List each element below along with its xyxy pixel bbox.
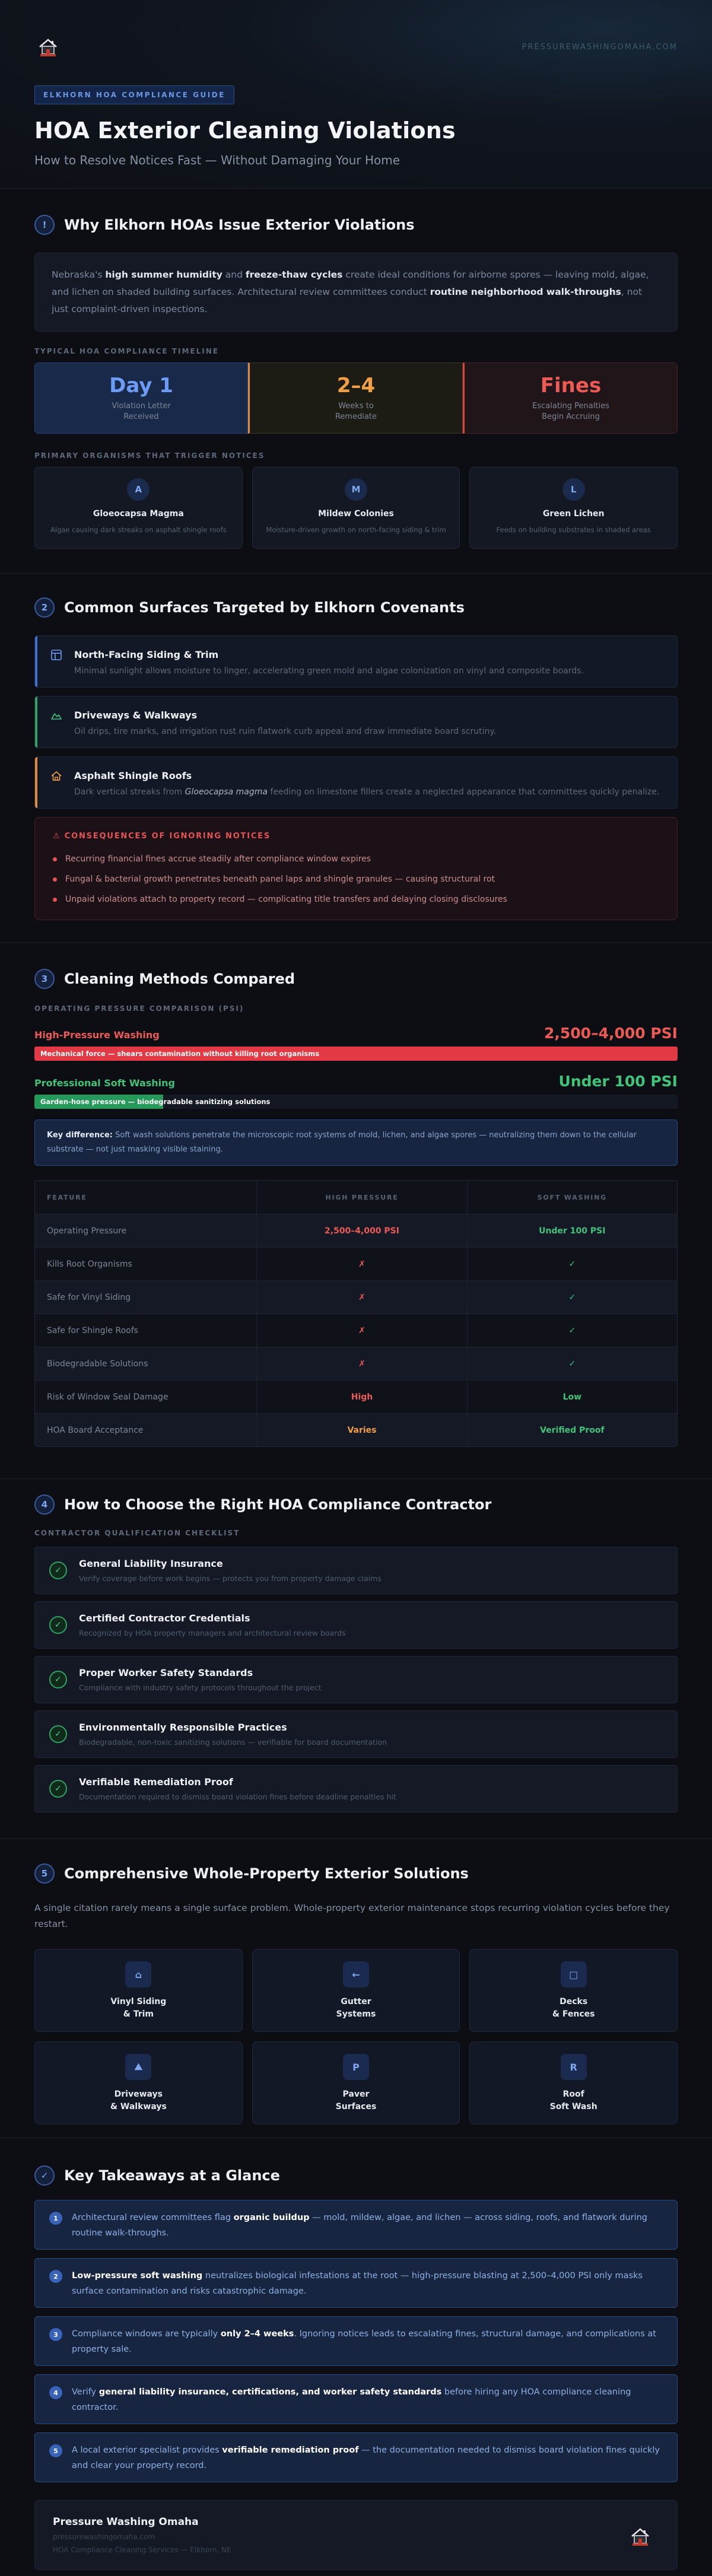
organism-card — [469, 467, 678, 549]
table-header: HIGH PRESSURE — [256, 1181, 466, 1214]
timeline-label: TYPICAL HOA COMPLIANCE TIMELINE — [34, 347, 219, 355]
timeline-step-caption: Weeks to Remediate — [335, 402, 377, 421]
section-title: Key Takeaways at a Glance — [64, 2167, 280, 2184]
section-title: Cleaning Methods Compared — [64, 971, 295, 987]
section-divider — [0, 942, 712, 943]
takeaway-number: 3 — [49, 2328, 62, 2341]
checklist-item-title: Environmentally Responsible Practices — [79, 1722, 287, 1733]
check-icon: ✓ — [49, 1616, 67, 1634]
organism-letter-badge: M — [345, 478, 367, 501]
high-pressure-value: 2,500–4,000 PSI — [544, 1025, 678, 1042]
takeaway-text: Compliance windows are typically only 2–4 weeks. Ignoring notices leads to escalating fines, structural damage, and complications at property sale. — [72, 2329, 656, 2354]
service-name: Decks & Fences — [552, 1997, 595, 2019]
takeaway-item — [34, 2316, 678, 2366]
high-pressure-cell: ✗ — [256, 1281, 466, 1314]
organism-description: Algae causing dark streaks on asphalt shingle roofs — [50, 526, 227, 534]
checklist-item-title: Verifiable Remediation Proof — [79, 1776, 233, 1788]
timeline-step — [463, 362, 678, 434]
takeaway-number: 4 — [49, 2386, 62, 2399]
intro-callout — [34, 253, 678, 332]
section-title: Why Elkhorn HOAs Issue Exterior Violations — [64, 217, 415, 233]
section-title: How to Choose the Right HOA Compliance Contractor — [64, 1496, 492, 1513]
section-solutions — [0, 1863, 712, 2125]
surface-description: Minimal sunlight allows moisture to linger, accelerating green mold and algae colonization on vinyl and composite boards. — [74, 666, 584, 676]
table-row — [35, 1280, 677, 1314]
table-row — [35, 1214, 677, 1247]
organism-description: Moisture-driven growth on north-facing siding & trim — [266, 526, 446, 534]
section-heading — [34, 1863, 678, 1884]
intro-highlight: routine neighborhood walk-throughs — [430, 287, 621, 297]
service-card[interactable] — [34, 1949, 243, 2032]
solutions-intro: A single citation rarely means a single surface problem. Whole-property exterior maintenance stops recurring violation cycles before they restart. — [34, 1903, 670, 1929]
checkmark-icon: ✓ — [34, 2165, 55, 2186]
table-header: FEATURE — [47, 1193, 87, 1201]
section-divider — [0, 1478, 712, 1479]
driveway-icon — [50, 710, 63, 748]
checklist-item-title: Proper Worker Safety Standards — [79, 1667, 253, 1678]
surface-card-siding — [34, 635, 678, 688]
house-logo-icon[interactable] — [627, 2523, 653, 2552]
organism-letter-badge: A — [127, 478, 150, 501]
checklist-item — [34, 1765, 678, 1812]
surface-description: Oil drips, tire marks, and irrigation rust ruin flatwork curb appeal and draw immediate board scrutiny. — [74, 727, 497, 736]
section-heading — [34, 969, 678, 989]
key-difference-callout: Key difference: Soft wash solutions penetrate the microscopic root systems of mold, lichen, and algae spores — neutralizing them down to the cellular substrate — not just masking visible staining. — [34, 1120, 678, 1166]
soft-wash-cell: ✓ — [467, 1281, 677, 1314]
surface-card-roofs — [34, 756, 678, 809]
consequences-list — [53, 849, 659, 909]
house-icon: ⌂ — [125, 1961, 151, 1987]
service-name: Gutter Systems — [336, 1997, 376, 2019]
high-pressure-label: High-Pressure Washing — [34, 1029, 160, 1041]
house-logo-icon[interactable] — [34, 33, 62, 61]
letter-p-icon: P — [343, 2054, 369, 2080]
service-card[interactable] — [469, 1949, 678, 2032]
soft-wash-cell: ✓ — [467, 1248, 677, 1280]
takeaway-number: 1 — [49, 2212, 62, 2225]
service-card[interactable] — [252, 1949, 460, 2032]
page-subtitle: How to Resolve Notices Fast — Without Damaging Your Home — [34, 153, 401, 167]
section-number-badge: ! — [34, 215, 55, 235]
list-item: Unpaid violations attach to property record — complicating title transfers and delaying closing disclosures — [53, 889, 659, 909]
service-name: Roof Soft Wash — [549, 2090, 597, 2111]
soft-wash-bar-track — [34, 1095, 678, 1109]
timeline-step-value: Fines — [540, 374, 602, 397]
hero-header — [0, 0, 712, 189]
takeaway-number: 2 — [49, 2270, 62, 2283]
compliance-timeline — [34, 362, 678, 434]
pressure-comparison-label: OPERATING PRESSURE COMPARISON (PSI) — [34, 1004, 244, 1013]
organism-name: Green Lichen — [542, 509, 605, 519]
checklist-item — [34, 1601, 678, 1649]
section-heading — [34, 597, 678, 618]
takeaway-item — [34, 2432, 678, 2482]
takeaway-item — [34, 2200, 678, 2250]
service-name: Vinyl Siding & Trim — [110, 1997, 167, 2019]
comparison-table — [34, 1180, 678, 1447]
takeaway-text: Low-pressure soft washing neutralizes biological infestations at the root — high-pressure blasting at 2,500–4,000 PSI only masks surface contamination and risks catastrophic damage. — [72, 2271, 643, 2296]
feature-cell: Biodegradable Solutions — [47, 1359, 148, 1369]
table-row — [35, 1380, 677, 1413]
takeaway-text: A local exterior specialist provides verifiable remediation proof — the documentation needed to dismiss board violation fines quickly and clear your property record. — [72, 2445, 660, 2470]
section-takeaways — [0, 2165, 712, 2570]
organisms-label: PRIMARY ORGANISMS THAT TRIGGER NOTICES — [34, 451, 265, 460]
intro-text: Nebraska's — [52, 269, 106, 280]
siding-icon — [50, 649, 63, 687]
surface-title: North-Facing Siding & Trim — [74, 649, 219, 660]
timeline-step — [248, 362, 463, 434]
checklist-item-description: Recognized by HOA property managers and architectural review boards — [79, 1629, 346, 1637]
organism-card — [252, 467, 460, 549]
footer-tagline: HOA Compliance Cleaning Services — Elkhorn, NE — [53, 2546, 231, 2554]
soft-wash-label: Professional Soft Washing — [34, 1077, 175, 1089]
table-row — [35, 1247, 677, 1280]
takeaway-text: Architectural review committees flag organic buildup — mold, mildew, algae, and lichen — across siding, roofs, and flatwork during routine walk-throughs. — [72, 2213, 648, 2238]
list-item: Fungal & bacterial growth penetrates beneath panel laps and shingle granules — causing structural rot — [53, 869, 659, 889]
check-icon: ✓ — [49, 1725, 67, 1743]
consequences-panel — [34, 817, 678, 920]
top-bar — [34, 33, 678, 61]
high-pressure-row — [34, 1025, 678, 1042]
checklist-item-title: General Liability Insurance — [79, 1558, 223, 1569]
takeaway-item — [34, 2374, 678, 2424]
feature-cell: Safe for Shingle Roofs — [47, 1325, 138, 1335]
letter-r-icon: R — [561, 2054, 587, 2080]
soft-wash-value: Under 100 PSI — [558, 1073, 678, 1090]
table-row — [35, 1314, 677, 1347]
section-surfaces — [0, 597, 712, 920]
service-name: Paver Surfaces — [335, 2090, 377, 2111]
section-number-badge: 4 — [34, 1494, 55, 1515]
intro-highlight: high summer humidity — [105, 269, 223, 280]
checklist-item-title: Certified Contractor Credentials — [79, 1613, 250, 1624]
table-row — [35, 1347, 677, 1380]
footer-card — [34, 2500, 678, 2570]
service-card[interactable] — [469, 2041, 678, 2125]
checklist-item — [34, 1547, 678, 1594]
services-grid — [34, 1949, 678, 2125]
timeline-step-value: Day 1 — [109, 374, 173, 397]
checklist-item — [34, 1656, 678, 1703]
feature-cell: Risk of Window Seal Damage — [47, 1392, 169, 1402]
page-title: HOA Exterior Cleaning Violations — [34, 117, 456, 144]
high-pressure-cell: Varies — [256, 1414, 466, 1446]
soft-wash-bar: Garden-hose pressure — biodegradable sanitizing solutions — [34, 1095, 163, 1109]
high-pressure-cell: ✗ — [256, 1314, 466, 1347]
feature-cell: Kills Root Organisms — [47, 1259, 132, 1269]
consequences-title: ⚠ CONSEQUENCES OF IGNORING NOTICES — [53, 832, 271, 841]
organisms-grid — [34, 467, 678, 549]
feature-cell: HOA Board Acceptance — [47, 1425, 144, 1435]
section-number-badge: 5 — [34, 1863, 55, 1884]
check-icon: ✓ — [49, 1561, 67, 1579]
mountain-icon: ⛰ — [125, 2054, 151, 2080]
high-pressure-cell: ✗ — [256, 1347, 466, 1380]
arrow-left-icon: ← — [343, 1961, 369, 1987]
soft-wash-cell: Under 100 PSI — [467, 1214, 677, 1247]
intro-text: create ideal conditions for airborne spores — leaving mold, algae, and lichen on shaded building surfaces. Architectural review committees conduct — [52, 269, 649, 297]
service-name: Driveways & Walkways — [110, 2090, 167, 2111]
table-row — [35, 1413, 677, 1446]
checklist-item-description: Documentation required to dismiss board violation fines before deadline penalties hit — [79, 1792, 396, 1801]
warning-icon: ⚠ — [53, 832, 61, 841]
checklist-item-description: Biodegradable, non-toxic sanitizing solutions — verifiable for board documentation — [79, 1738, 387, 1747]
organism-card — [34, 467, 243, 549]
guide-badge: ELKHORN HOA COMPLIANCE GUIDE — [34, 85, 234, 104]
section-divider — [0, 573, 712, 574]
high-pressure-cell: 2,500–4,000 PSI — [256, 1214, 466, 1247]
organism-letter-badge: L — [562, 478, 585, 501]
section-heading — [34, 215, 678, 235]
timeline-step-caption: Escalating Penalties Begin Accruing — [532, 402, 609, 421]
section-title: Common Surfaces Targeted by Elkhorn Covenants — [64, 599, 465, 616]
intro-text: , not just complaint-driven inspections. — [52, 287, 643, 314]
takeaway-number: 5 — [49, 2444, 62, 2457]
intro-highlight: freeze-thaw cycles — [245, 269, 343, 280]
section-contractor — [0, 1494, 712, 1812]
soft-wash-cell: ✓ — [467, 1314, 677, 1347]
checklist-item-description: Compliance with industry safety protocols throughout the project — [79, 1683, 322, 1692]
table-header: SOFT WASHING — [467, 1181, 677, 1214]
section-methods — [0, 969, 712, 1447]
timeline-step — [34, 362, 248, 434]
surface-title: Driveways & Walkways — [74, 710, 198, 721]
surface-description: Dark vertical streaks from Gloeocapsa magma feeding on limestone fillers create a neglected appearance that committees quickly penalize. — [74, 787, 660, 797]
section-number-badge: 2 — [34, 597, 55, 618]
organism-name: Gloeocapsa Magma — [93, 509, 184, 519]
high-pressure-bar: Mechanical force — shears contamination without killing root organisms — [34, 1047, 678, 1061]
feature-cell: Safe for Vinyl Siding — [47, 1292, 131, 1302]
takeaway-item — [34, 2258, 678, 2308]
organism-name: Mildew Colonies — [318, 509, 394, 519]
section-why-violations — [0, 189, 712, 549]
checklist-label: CONTRACTOR QUALIFICATION CHECKLIST — [34, 1529, 240, 1537]
soft-wash-cell: Low — [467, 1381, 677, 1413]
high-pressure-cell: High — [256, 1381, 466, 1413]
section-heading — [34, 1494, 678, 1515]
site-url-link[interactable]: PRESSUREWASHINGOMAHA.COM — [522, 42, 678, 52]
table-header-row — [35, 1181, 677, 1214]
section-number-badge: 3 — [34, 969, 55, 989]
intro-text: and — [222, 269, 246, 280]
section-title: Comprehensive Whole-Property Exterior Solutions — [64, 1865, 469, 1882]
service-card[interactable] — [252, 2041, 460, 2125]
house-icon — [50, 770, 63, 808]
surface-card-driveways — [34, 696, 678, 748]
soft-wash-row — [34, 1073, 678, 1090]
list-item: Recurring financial fines accrue steadily after compliance window expires — [53, 849, 659, 869]
timeline-step-caption: Violation Letter Received — [112, 402, 171, 421]
organism-description: Feeds on building substrates in shaded areas — [496, 526, 651, 534]
high-pressure-bar-track — [34, 1047, 678, 1061]
soft-wash-cell: ✓ — [467, 1347, 677, 1380]
service-card[interactable] — [34, 2041, 243, 2125]
takeaway-text: Verify general liability insurance, certifications, and worker safety standards before hiring any HOA compliance cleaning contractor. — [72, 2387, 631, 2412]
company-name: Pressure Washing Omaha — [53, 2516, 199, 2528]
feature-cell: Operating Pressure — [47, 1226, 127, 1236]
section-heading — [34, 2165, 678, 2186]
high-pressure-cell: ✗ — [256, 1248, 466, 1280]
checklist-item-description: Verify coverage before work begins — protects you from property damage claims — [79, 1574, 382, 1583]
surface-title: Asphalt Shingle Roofs — [74, 770, 192, 781]
checklist-item — [34, 1710, 678, 1758]
footer-url-link[interactable]: pressurewashingomaha.com — [53, 2533, 155, 2541]
square-icon: □ — [561, 1961, 587, 1987]
soft-wash-cell: Verified Proof — [467, 1414, 677, 1446]
timeline-step-value: 2–4 — [336, 374, 376, 397]
check-icon: ✓ — [49, 1671, 67, 1688]
check-icon: ✓ — [49, 1780, 67, 1798]
